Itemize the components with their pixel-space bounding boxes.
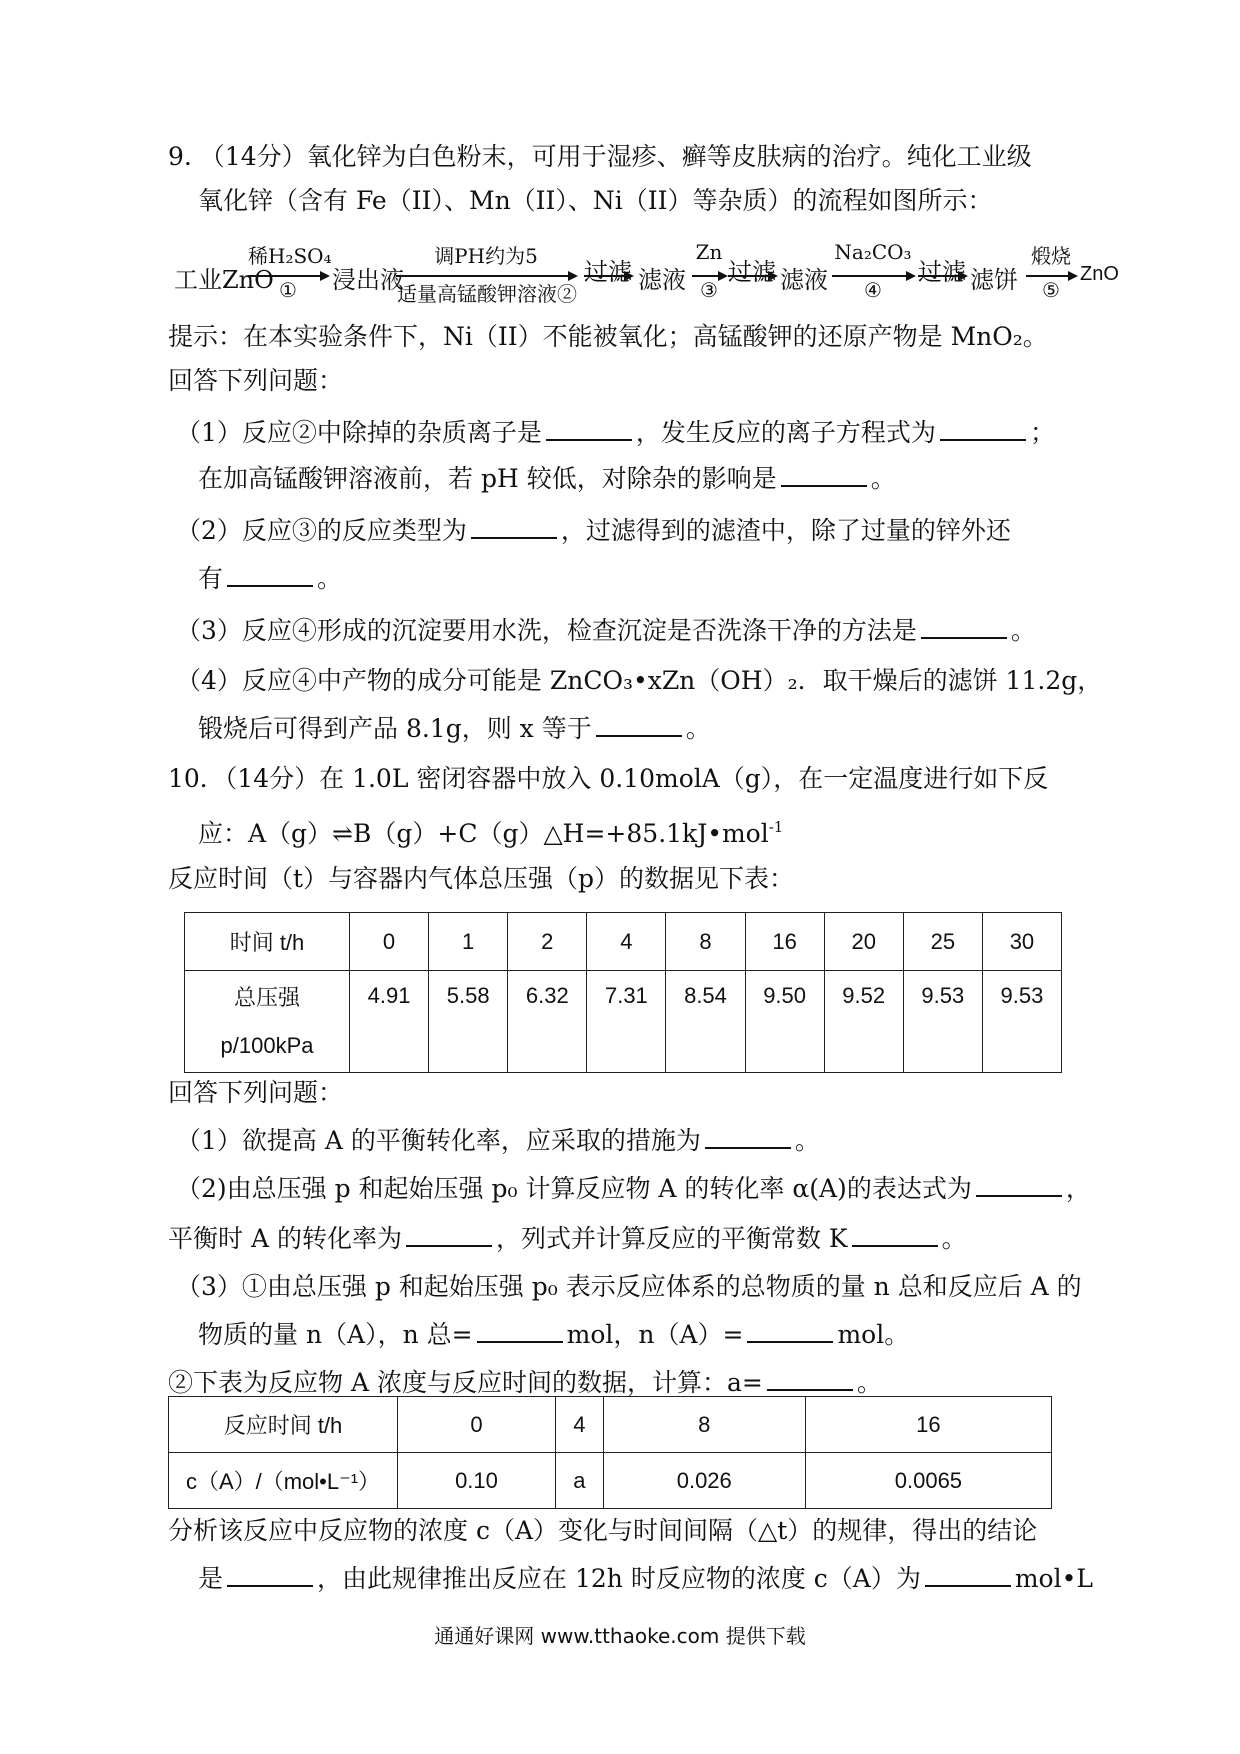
- process-flow-chart: [174, 240, 1132, 308]
- flow-end: ZnO: [1080, 263, 1119, 285]
- q9-answer-prompt: 回答下列问题：: [168, 366, 344, 395]
- q9-p2b: ，过滤得到的滤渣中，除了过量的锌外还: [560, 516, 1011, 545]
- table-cell: 25: [903, 913, 982, 971]
- pressure-table: [184, 912, 1062, 1073]
- q10-p1a: （1）欲提高 A 的平衡转化率，应采取的措施为: [176, 1126, 701, 1155]
- answer-blank[interactable]: [477, 1319, 563, 1343]
- q10-reaction-sup: -1: [768, 818, 784, 836]
- flow-step2-reagent: 调PH约为5: [434, 244, 538, 268]
- table-cell: 1: [429, 913, 508, 971]
- q10-part2-line1: [176, 1172, 1091, 1206]
- q9-part1-line1: [176, 416, 1055, 450]
- answer-blank[interactable]: [976, 1173, 1062, 1197]
- q9-p1a: （1）反应②中除掉的杂质离子是: [176, 418, 542, 447]
- flow-step4-reagent: Na₂CO₃: [834, 240, 912, 264]
- table-row: [185, 913, 1062, 971]
- flow-step2-num: 适量高锰酸钾溶液②: [397, 282, 577, 306]
- q9-part2-line2: [198, 562, 342, 596]
- table-cell: 9.52: [824, 971, 903, 1073]
- flow-mid3: 滤液: [638, 266, 686, 294]
- flow-step1-num: ①: [279, 278, 297, 302]
- flow-mid6: 过滤: [918, 258, 966, 286]
- q10-p4c: ，由此规律推出反应在 12h 时反应物的浓度 c（A）为: [317, 1564, 921, 1593]
- table-cell: 7.31: [587, 971, 666, 1073]
- q10-p2c: 平衡时 A 的转化率为: [168, 1224, 402, 1253]
- q9-part4-line2: [198, 712, 711, 746]
- q10-part3-line2: [198, 1318, 909, 1352]
- table-header-time: 时间 t/h: [185, 913, 350, 971]
- table-row: [169, 1453, 1052, 1509]
- table-cell: 30: [982, 913, 1061, 971]
- flow-arrow-7: [918, 275, 966, 277]
- flow-arrow-1: [248, 275, 328, 277]
- pressure-header-line1: 总压强: [233, 984, 300, 1010]
- flow-step3-num: ③: [700, 278, 718, 302]
- q9-p2a: （2）反应③的反应类型为: [176, 516, 467, 545]
- table-cell: 9.53: [982, 971, 1061, 1073]
- table-cell: 0: [350, 913, 429, 971]
- flow-step4-num: ④: [864, 278, 882, 302]
- table-cell: 8: [603, 1397, 805, 1453]
- q9-p4b: 锻烧后可得到产品 8.1g，则 x 等于: [198, 714, 592, 743]
- table-cell: 20: [824, 913, 903, 971]
- q9-p1b: ，发生反应的离子方程式为: [635, 418, 936, 447]
- q10-part4-line1: 分析该反应中反应物的浓度 c（A）变化与时间间隔（△t）的规律，得出的结论: [168, 1516, 1038, 1545]
- q10-p3f: 。: [856, 1368, 882, 1397]
- flow-arrow-4: [692, 275, 726, 277]
- flow-start: 工业ZnO: [174, 266, 274, 294]
- page-footer: 通通好课网 www.tthaoke.com 提供下载: [434, 1624, 806, 1648]
- table-cell: 4: [587, 913, 666, 971]
- q9-p2c: 有: [198, 564, 224, 593]
- q10-line2: [198, 810, 783, 851]
- flow-mid2: 过滤: [584, 258, 632, 286]
- answer-blank[interactable]: [227, 1563, 313, 1587]
- answer-blank[interactable]: [781, 463, 867, 487]
- flow-arrow-2: [396, 275, 576, 277]
- q10-p1b: 。: [794, 1126, 820, 1155]
- table-cell: 0.10: [398, 1453, 556, 1509]
- table-cell: 8: [666, 913, 745, 971]
- q10-p3d: mol。: [837, 1320, 910, 1349]
- q10-answer-prompt: 回答下列问题：: [168, 1078, 344, 1107]
- table-row: [169, 1397, 1052, 1453]
- flow-step1-reagent: 稀H₂SO₄: [248, 244, 332, 268]
- table-cell: 4.91: [350, 971, 429, 1073]
- table-cell: 2: [508, 913, 587, 971]
- answer-blank[interactable]: [227, 563, 313, 587]
- flow-step5-reagent: 煅烧: [1031, 244, 1071, 268]
- q10-reaction: 应：A（g）⇌B（g）+C（g）△H=+85.1kJ•mol: [198, 819, 769, 848]
- answer-blank[interactable]: [921, 615, 1007, 639]
- flow-step3-reagent: Zn: [695, 240, 723, 264]
- q10-p3b: 物质的量 n（A），n 总=: [198, 1320, 473, 1349]
- q10-p2b: ，: [1065, 1174, 1091, 1203]
- flow-arrow-3: [584, 275, 632, 277]
- table-cell: 5.58: [429, 971, 508, 1073]
- answer-blank[interactable]: [925, 1563, 1011, 1587]
- flow-mid7: 滤饼: [970, 266, 1018, 294]
- table-cell: 0: [398, 1397, 556, 1453]
- q9-hint: 提示：在本实验条件下，Ni（II）不能被氧化；高锰酸钾的还原产物是 MnO₂。: [168, 322, 1048, 351]
- q10-part3-line3: [168, 1366, 882, 1400]
- flow-arrow-5: [728, 275, 776, 277]
- table-cell: a: [555, 1453, 603, 1509]
- answer-blank[interactable]: [767, 1367, 853, 1391]
- table-header-concentration: c（A）/（mol•L⁻¹）: [169, 1453, 398, 1509]
- answer-blank[interactable]: [546, 417, 632, 441]
- q10-table-intro: 反应时间（t）与容器内气体总压强（p）的数据见下表：: [168, 864, 795, 893]
- answer-blank[interactable]: [596, 713, 682, 737]
- table-cell: 8.54: [666, 971, 745, 1073]
- q10-part2-line2: [168, 1222, 967, 1256]
- flow-step5-num: ⑤: [1042, 278, 1060, 302]
- q10-part3-line1: （3）①由总压强 p 和起始压强 p₀ 表示反应体系的总物质的量 n 总和反应后 A 的: [176, 1272, 1082, 1301]
- table-cell: 16: [745, 913, 824, 971]
- q9-line2: 氧化锌（含有 Fe（II）、Mn（II）、Ni（II）等杂质）的流程如图所示：: [198, 186, 993, 215]
- q10-part1: [176, 1124, 820, 1158]
- answer-blank[interactable]: [940, 417, 1026, 441]
- flow-arrow-8: [1026, 275, 1076, 277]
- q9-p1c: ；: [1029, 418, 1055, 447]
- concentration-table: [168, 1396, 1052, 1509]
- answer-blank[interactable]: [852, 1223, 938, 1247]
- table-cell: 9.50: [745, 971, 824, 1073]
- q9-part2-line1: [176, 514, 1011, 548]
- q10-p2d: ，列式并计算反应的平衡常数 K: [495, 1224, 848, 1253]
- q9-p1e: 。: [870, 464, 896, 493]
- pressure-header-line2: p/100kPa: [220, 1032, 314, 1058]
- flow-mid1: 浸出液: [332, 266, 404, 294]
- table-header-time: 反应时间 t/h: [169, 1397, 398, 1453]
- table-cell: 0.0065: [805, 1453, 1051, 1509]
- q9-part4-line1: （4）反应④中产物的成分可能是 ZnCO₃•xZn（OH）₂．取干燥后的滤饼 11.2g，: [176, 666, 1103, 695]
- q10-p2e: 。: [941, 1224, 967, 1253]
- flow-arrow-6: [832, 275, 914, 277]
- q10-part4-line2: [198, 1562, 1093, 1596]
- table-cell: 9.53: [903, 971, 982, 1073]
- table-cell: 6.32: [508, 971, 587, 1073]
- answer-blank[interactable]: [471, 515, 557, 539]
- answer-blank[interactable]: [406, 1223, 492, 1247]
- q10-p3e: ②下表为反应物 A 浓度与反应时间的数据，计算：a=: [168, 1368, 763, 1397]
- q9-line1: 9. （14分）氧化锌为白色粉末，可用于湿疹、癣等皮肤病的治疗。纯化工业级: [168, 142, 1032, 171]
- answer-blank[interactable]: [705, 1125, 791, 1149]
- q9-p3b: 。: [1010, 616, 1036, 645]
- q10-line1: 10．（14分）在 1.0L 密闭容器中放入 0.10molA（g），在一定温度进行如下反: [168, 764, 1049, 793]
- q9-p4c: 。: [685, 714, 711, 743]
- q10-p2a: （2)由总压强 p 和起始压强 p₀ 计算反应物 A 的转化率 α(A)的表达式为: [176, 1174, 972, 1203]
- flow-mid4: 过滤: [728, 258, 776, 286]
- table-cell: 0.026: [603, 1453, 805, 1509]
- q9-part3: [176, 614, 1036, 648]
- table-cell: 16: [805, 1397, 1051, 1453]
- q10-p4d: mol•L: [1014, 1564, 1093, 1593]
- table-header-pressure: [185, 971, 350, 1073]
- table-row: [185, 971, 1062, 1073]
- flow-mid5: 滤液: [780, 266, 828, 294]
- q9-part1-line2: [198, 462, 896, 496]
- q9-p2d: 。: [317, 564, 343, 593]
- q10-p3c: mol，n（A）=: [566, 1320, 744, 1349]
- q10-p4b: 是: [198, 1564, 224, 1593]
- answer-blank[interactable]: [747, 1319, 833, 1343]
- q9-p3a: （3）反应④形成的沉淀要用水洗，检查沉淀是否洗涤干净的方法是: [176, 616, 917, 645]
- table-cell: 4: [555, 1397, 603, 1453]
- q9-p1d: 在加高锰酸钾溶液前，若 pH 较低，对除杂的影响是: [198, 464, 777, 493]
